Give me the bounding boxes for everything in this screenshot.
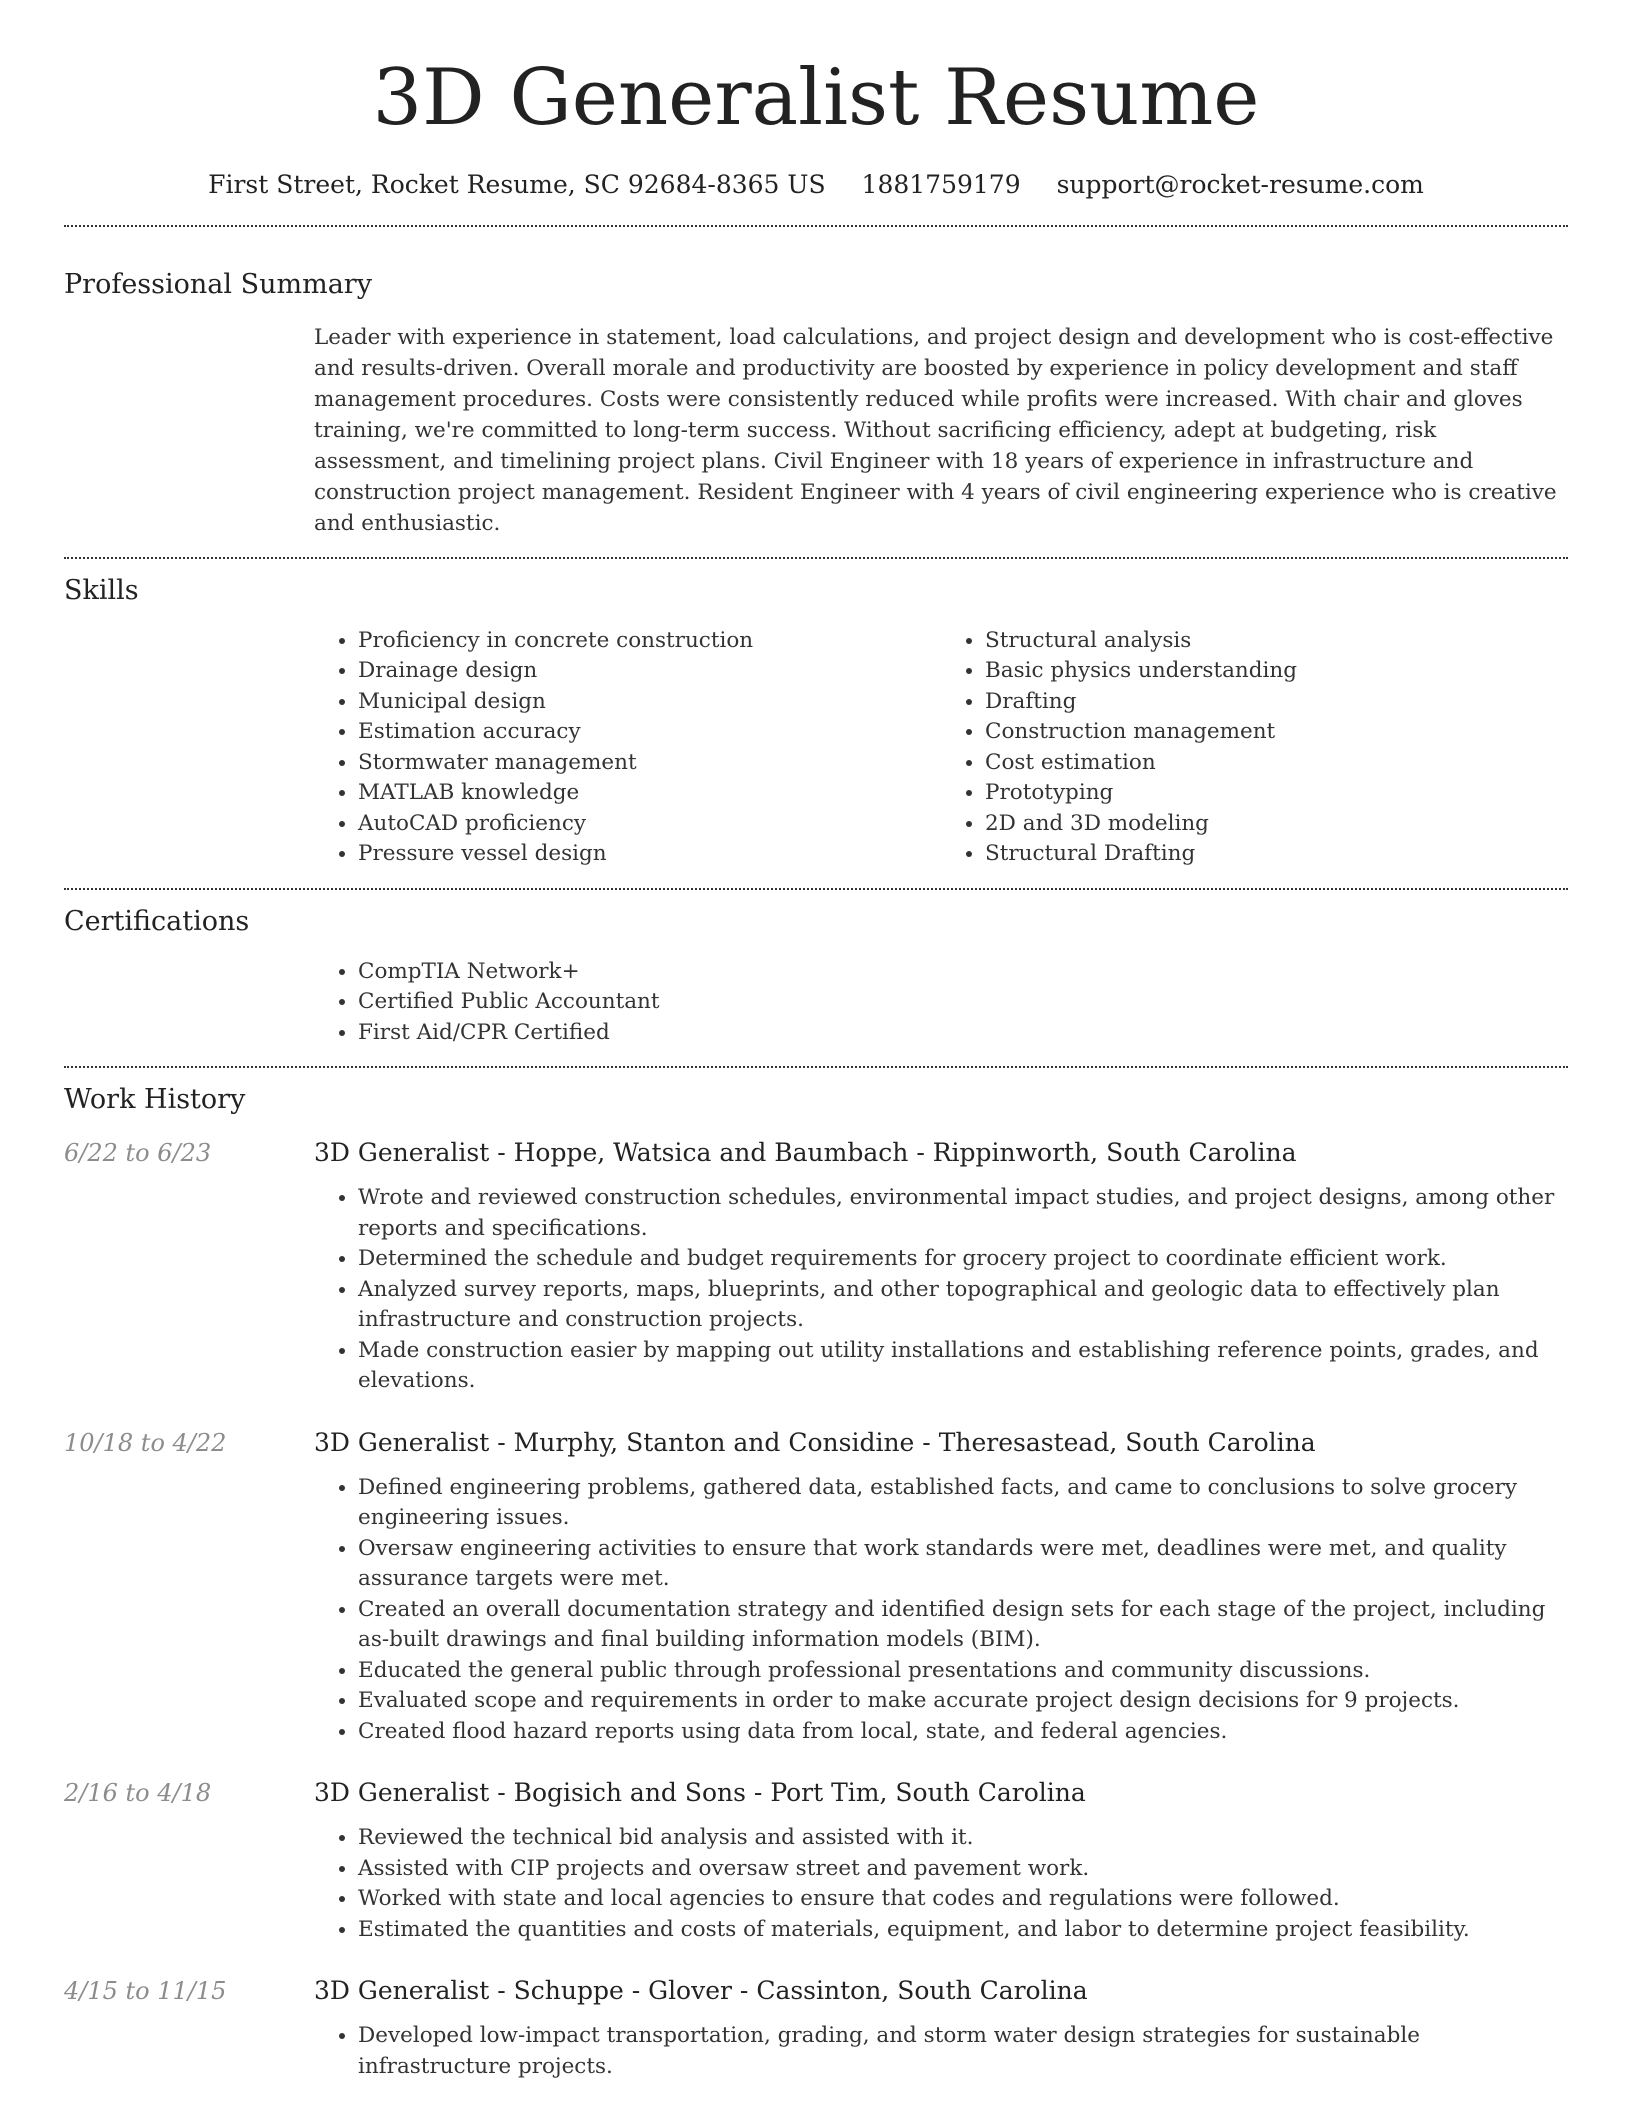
certifications-section	[64, 906, 1568, 1049]
resume-page	[64, 0, 1568, 2082]
work-history-heading: Work History	[64, 1084, 246, 1116]
skill-item: • Prototyping	[985, 778, 1568, 809]
job-entry	[64, 1973, 1568, 2082]
contact-line	[64, 170, 1568, 199]
job-bullet: • Created flood hazard reports using data from local, state, and federal agencies.	[358, 1717, 1568, 1748]
job-title: 3D Generalist - Murphy, Stanton and Considine - Theresastead, South Carolina	[314, 1427, 1316, 1457]
job-bullet: • Estimated the quantities and costs of materials, equipment, and labor to determine project feasibility.	[358, 1915, 1568, 1946]
skill-item: • Estimation accuracy	[358, 717, 941, 748]
skill-item: • Municipal design	[358, 687, 941, 718]
contact-address: First Street, Rocket Resume, SC 92684-8365 US	[208, 169, 826, 199]
skills-list-right	[941, 626, 1568, 870]
job-bullet: • Created an overall documentation strategy and identified design sets for each stage of the project, including as-built drawings and final building information models (BIM).	[358, 1595, 1568, 1656]
job-bullet: • Oversaw engineering activities to ensure that work standards were met, deadlines were met, and quality assurance targets were met.	[358, 1534, 1568, 1595]
summary-section	[64, 269, 1568, 539]
skill-item: • Drafting	[985, 687, 1568, 718]
job-entry	[64, 1425, 1568, 1748]
job-bullets	[314, 1473, 1568, 1748]
skills-section	[64, 575, 1568, 870]
job-date: 10/18 to 4/22	[64, 1428, 227, 1457]
contact-phone: 1881759179	[861, 169, 1021, 199]
summary-heading: Professional Summary	[64, 268, 372, 300]
skill-item: • Pressure vessel design	[358, 839, 941, 870]
skills-heading: Skills	[64, 574, 139, 606]
job-bullets	[314, 2021, 1568, 2082]
certifications-heading: Certifications	[64, 905, 250, 937]
skill-item: • Structural Drafting	[985, 839, 1568, 870]
skill-item: • AutoCAD proficiency	[358, 809, 941, 840]
job-bullet: • Determined the schedule and budget requirements for grocery project to coordinate efficient work.	[358, 1244, 1568, 1275]
divider	[64, 225, 1568, 227]
divider	[64, 1066, 1568, 1068]
skill-item: • Stormwater management	[358, 748, 941, 779]
job-bullet: • Wrote and reviewed construction schedules, environmental impact studies, and project designs, among other reports and specifications.	[358, 1183, 1568, 1244]
job-bullet: • Evaluated scope and requirements in order to make accurate project design decisions for 9 projects.	[358, 1686, 1568, 1717]
job-entry	[64, 1135, 1568, 1397]
job-bullet: • Reviewed the technical bid analysis and assisted with it.	[358, 1823, 1568, 1854]
skill-item: • Drainage design	[358, 656, 941, 687]
job-bullet: • Defined engineering problems, gathered data, established facts, and came to conclusions to solve grocery engineering issues.	[358, 1473, 1568, 1534]
skills-list-left	[314, 626, 941, 870]
contact-email: support@rocket-resume.com	[1056, 169, 1424, 199]
job-title: 3D Generalist - Schuppe - Glover - Cassinton, South Carolina	[314, 1976, 1088, 2006]
skill-item: • Proficiency in concrete construction	[358, 626, 941, 657]
job-bullet: • Analyzed survey reports, maps, blueprints, and other topographical and geologic data to effectively plan infrastructure and construction projects.	[358, 1275, 1568, 1336]
job-bullet: • Made construction easier by mapping out utility installations and establishing reference points, grades, and elevations.	[358, 1336, 1568, 1397]
divider	[64, 888, 1568, 890]
certification-item: • First Aid/CPR Certified	[358, 1018, 1568, 1049]
work-history-section	[64, 1084, 1568, 2082]
skill-item: • Cost estimation	[985, 748, 1568, 779]
job-bullets	[314, 1183, 1568, 1397]
job-title: 3D Generalist - Hoppe, Watsica and Baumbach - Rippinworth, South Carolina	[314, 1138, 1297, 1168]
job-bullets	[314, 1823, 1568, 1945]
skill-item: • Structural analysis	[985, 626, 1568, 657]
job-entry	[64, 1775, 1568, 1945]
job-date: 2/16 to 4/18	[64, 1779, 212, 1808]
job-bullet: • Assisted with CIP projects and oversaw street and pavement work.	[358, 1854, 1568, 1885]
certifications-list	[314, 957, 1568, 1049]
job-title: 3D Generalist - Bogisich and Sons - Port Tim, South Carolina	[314, 1778, 1086, 1808]
job-bullet: • Worked with state and local agencies to ensure that codes and regulations were followed.	[358, 1884, 1568, 1915]
job-date: 4/15 to 11/15	[64, 1977, 227, 2006]
certification-item: • CompTIA Network+	[358, 957, 1568, 988]
skill-item: • Basic physics understanding	[985, 656, 1568, 687]
job-date: 6/22 to 6/23	[64, 1139, 212, 1168]
job-bullet: • Educated the general public through professional presentations and community discussions.	[358, 1656, 1568, 1687]
divider	[64, 557, 1568, 559]
job-bullet: • Developed low-impact transportation, grading, and storm water design strategies for sustainable infrastructure projects.	[358, 2021, 1568, 2082]
skill-item: • 2D and 3D modeling	[985, 809, 1568, 840]
certification-item: • Certified Public Accountant	[358, 987, 1568, 1018]
skill-item: • Construction management	[985, 717, 1568, 748]
skill-item: • MATLAB knowledge	[358, 778, 941, 809]
resume-title: 3D Generalist Resume	[372, 53, 1260, 143]
summary-text: Leader with experience in statement, load calculations, and project design and development who is cost-effective and results-driven. Overall morale and productivity are boosted by experience in policy development and staff management procedures. Costs were consistently reduced while profits were increased. With chair and gloves training, we're committed to long-term success. Without sacrificing efficiency, adept at budgeting, risk assessment, and timelining project plans. Civil Engineer with 18 years of experience in infrastructure and construction project management. Resident Engineer with 4 years of civil engineering experience who is creative and enthusiastic.	[314, 324, 1557, 536]
